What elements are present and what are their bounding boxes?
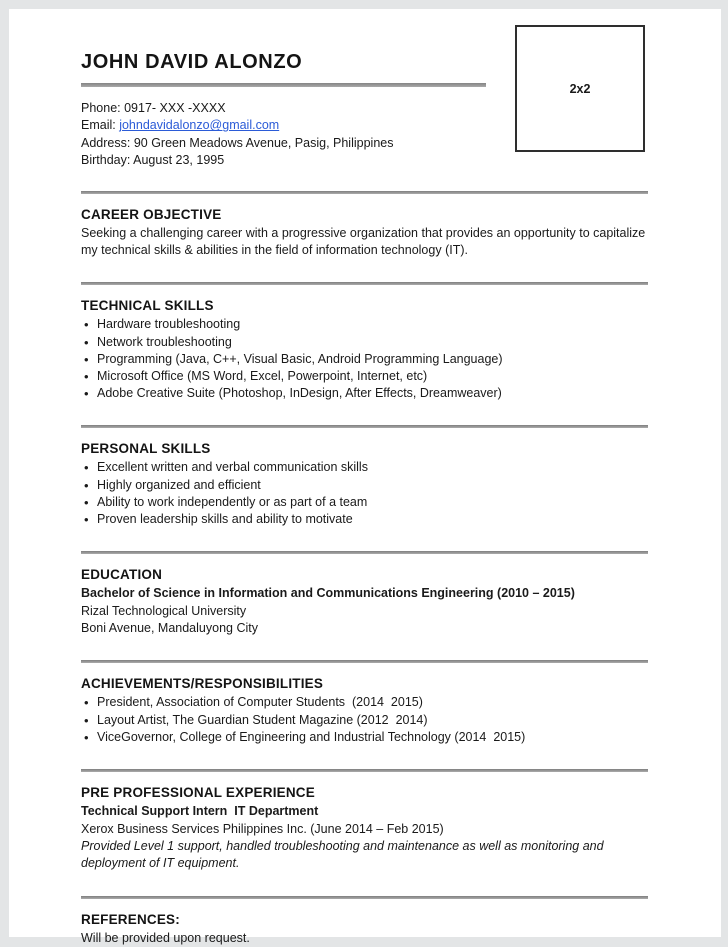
section-experience	[81, 785, 648, 873]
section-references	[81, 912, 648, 947]
achievements-title: ACHIEVEMENTS/RESPONSIBILITIES	[81, 676, 324, 692]
photo-placeholder-box	[515, 25, 645, 152]
section-divider	[81, 769, 648, 772]
section-divider	[81, 660, 648, 663]
photo-placeholder-label: 2x2	[569, 81, 591, 96]
experience-title: PRE PROFESSIONAL EXPERIENCE	[81, 785, 315, 801]
list-item: • Adobe Creative Suite (Photoshop, InDesign, After Effects, Dreamweaver)	[81, 385, 648, 402]
references-title: REFERENCES:	[81, 911, 180, 927]
achievements-list	[81, 694, 648, 746]
list-item: • President, Association of Computer Students (2014 2015)	[81, 694, 648, 711]
list-item: • Ability to work independently or as part of a team	[81, 494, 648, 511]
career-objective-title: CAREER OBJECTIVE	[81, 206, 222, 222]
email-link[interactable]: johndavidalonzo@gmail.com	[119, 118, 280, 133]
section-divider	[81, 551, 648, 554]
birthday-row	[81, 152, 648, 169]
education-location: Boni Avenue, Mandaluyong City	[81, 621, 258, 636]
phone-label: Phone:	[81, 101, 125, 115]
personal-skills-list	[81, 459, 648, 528]
experience-company: Xerox Business Services Philippines Inc. (June 2014 – Feb 2015)	[81, 821, 444, 836]
birthday-label: Birthday:	[81, 153, 134, 168]
list-item: • Highly organized and efficient	[81, 477, 648, 494]
birthday-value: August 23, 1995	[133, 153, 225, 168]
section-divider	[81, 191, 648, 194]
section-personal-skills	[81, 441, 648, 528]
email-label: Email:	[81, 118, 120, 133]
list-item: • Hardware troubleshooting	[81, 316, 648, 333]
section-education	[81, 567, 648, 637]
technical-skills-title: TECHNICAL SKILLS	[81, 298, 214, 314]
address-label: Address:	[81, 135, 134, 150]
technical-skills-list	[81, 316, 648, 402]
phone-value: 0917- XXX -XXXX	[124, 101, 226, 115]
list-item: • Network troubleshooting	[81, 334, 648, 351]
personal-skills-title: PERSONAL SKILLS	[81, 441, 211, 457]
experience-role: Technical Support Intern IT Department	[81, 804, 319, 819]
list-item: • Programming (Java, C++, Visual Basic, Android Programming Language)	[81, 351, 648, 368]
list-item: • Layout Artist, The Guardian Student Magazine (2012 2014)	[81, 712, 648, 729]
list-item: • ViceGovernor, College of Engineering and Industrial Technology (2014 2015)	[81, 729, 648, 746]
address-value: 90 Green Meadows Avenue, Pasig, Philippines	[133, 135, 394, 150]
list-item: • Excellent written and verbal communication skills	[81, 459, 648, 476]
resume-page	[9, 9, 721, 945]
education-school: Rizal Technological University	[81, 603, 247, 618]
section-career-objective	[81, 207, 648, 260]
references-body: Will be provided upon request.	[81, 930, 250, 945]
experience-description: Provided Level 1 support, handled troubleshooting and maintenance as well as monitoring and deployment of IT equipment.	[81, 838, 608, 871]
name-underline-rule	[81, 83, 486, 87]
section-technical-skills	[81, 298, 648, 402]
section-achievements	[81, 676, 648, 746]
candidate-name: JOHN DAVID ALONZO	[81, 51, 303, 73]
section-divider	[81, 425, 648, 428]
list-item: • Proven leadership skills and ability to motivate	[81, 511, 648, 528]
career-objective-body: Seeking a challenging career with a progressive organization that provides an opportunity to capitalize my technical skills & abilities in the field of information technology (IT).	[81, 225, 649, 258]
education-degree: Bachelor of Science in Information and Communications Engineering (2010 – 2015)	[81, 586, 575, 601]
list-item: • Microsoft Office (MS Word, Excel, Powerpoint, Internet, etc)	[81, 368, 648, 385]
section-divider	[81, 896, 648, 899]
education-title: EDUCATION	[81, 567, 163, 583]
section-divider	[81, 282, 648, 285]
